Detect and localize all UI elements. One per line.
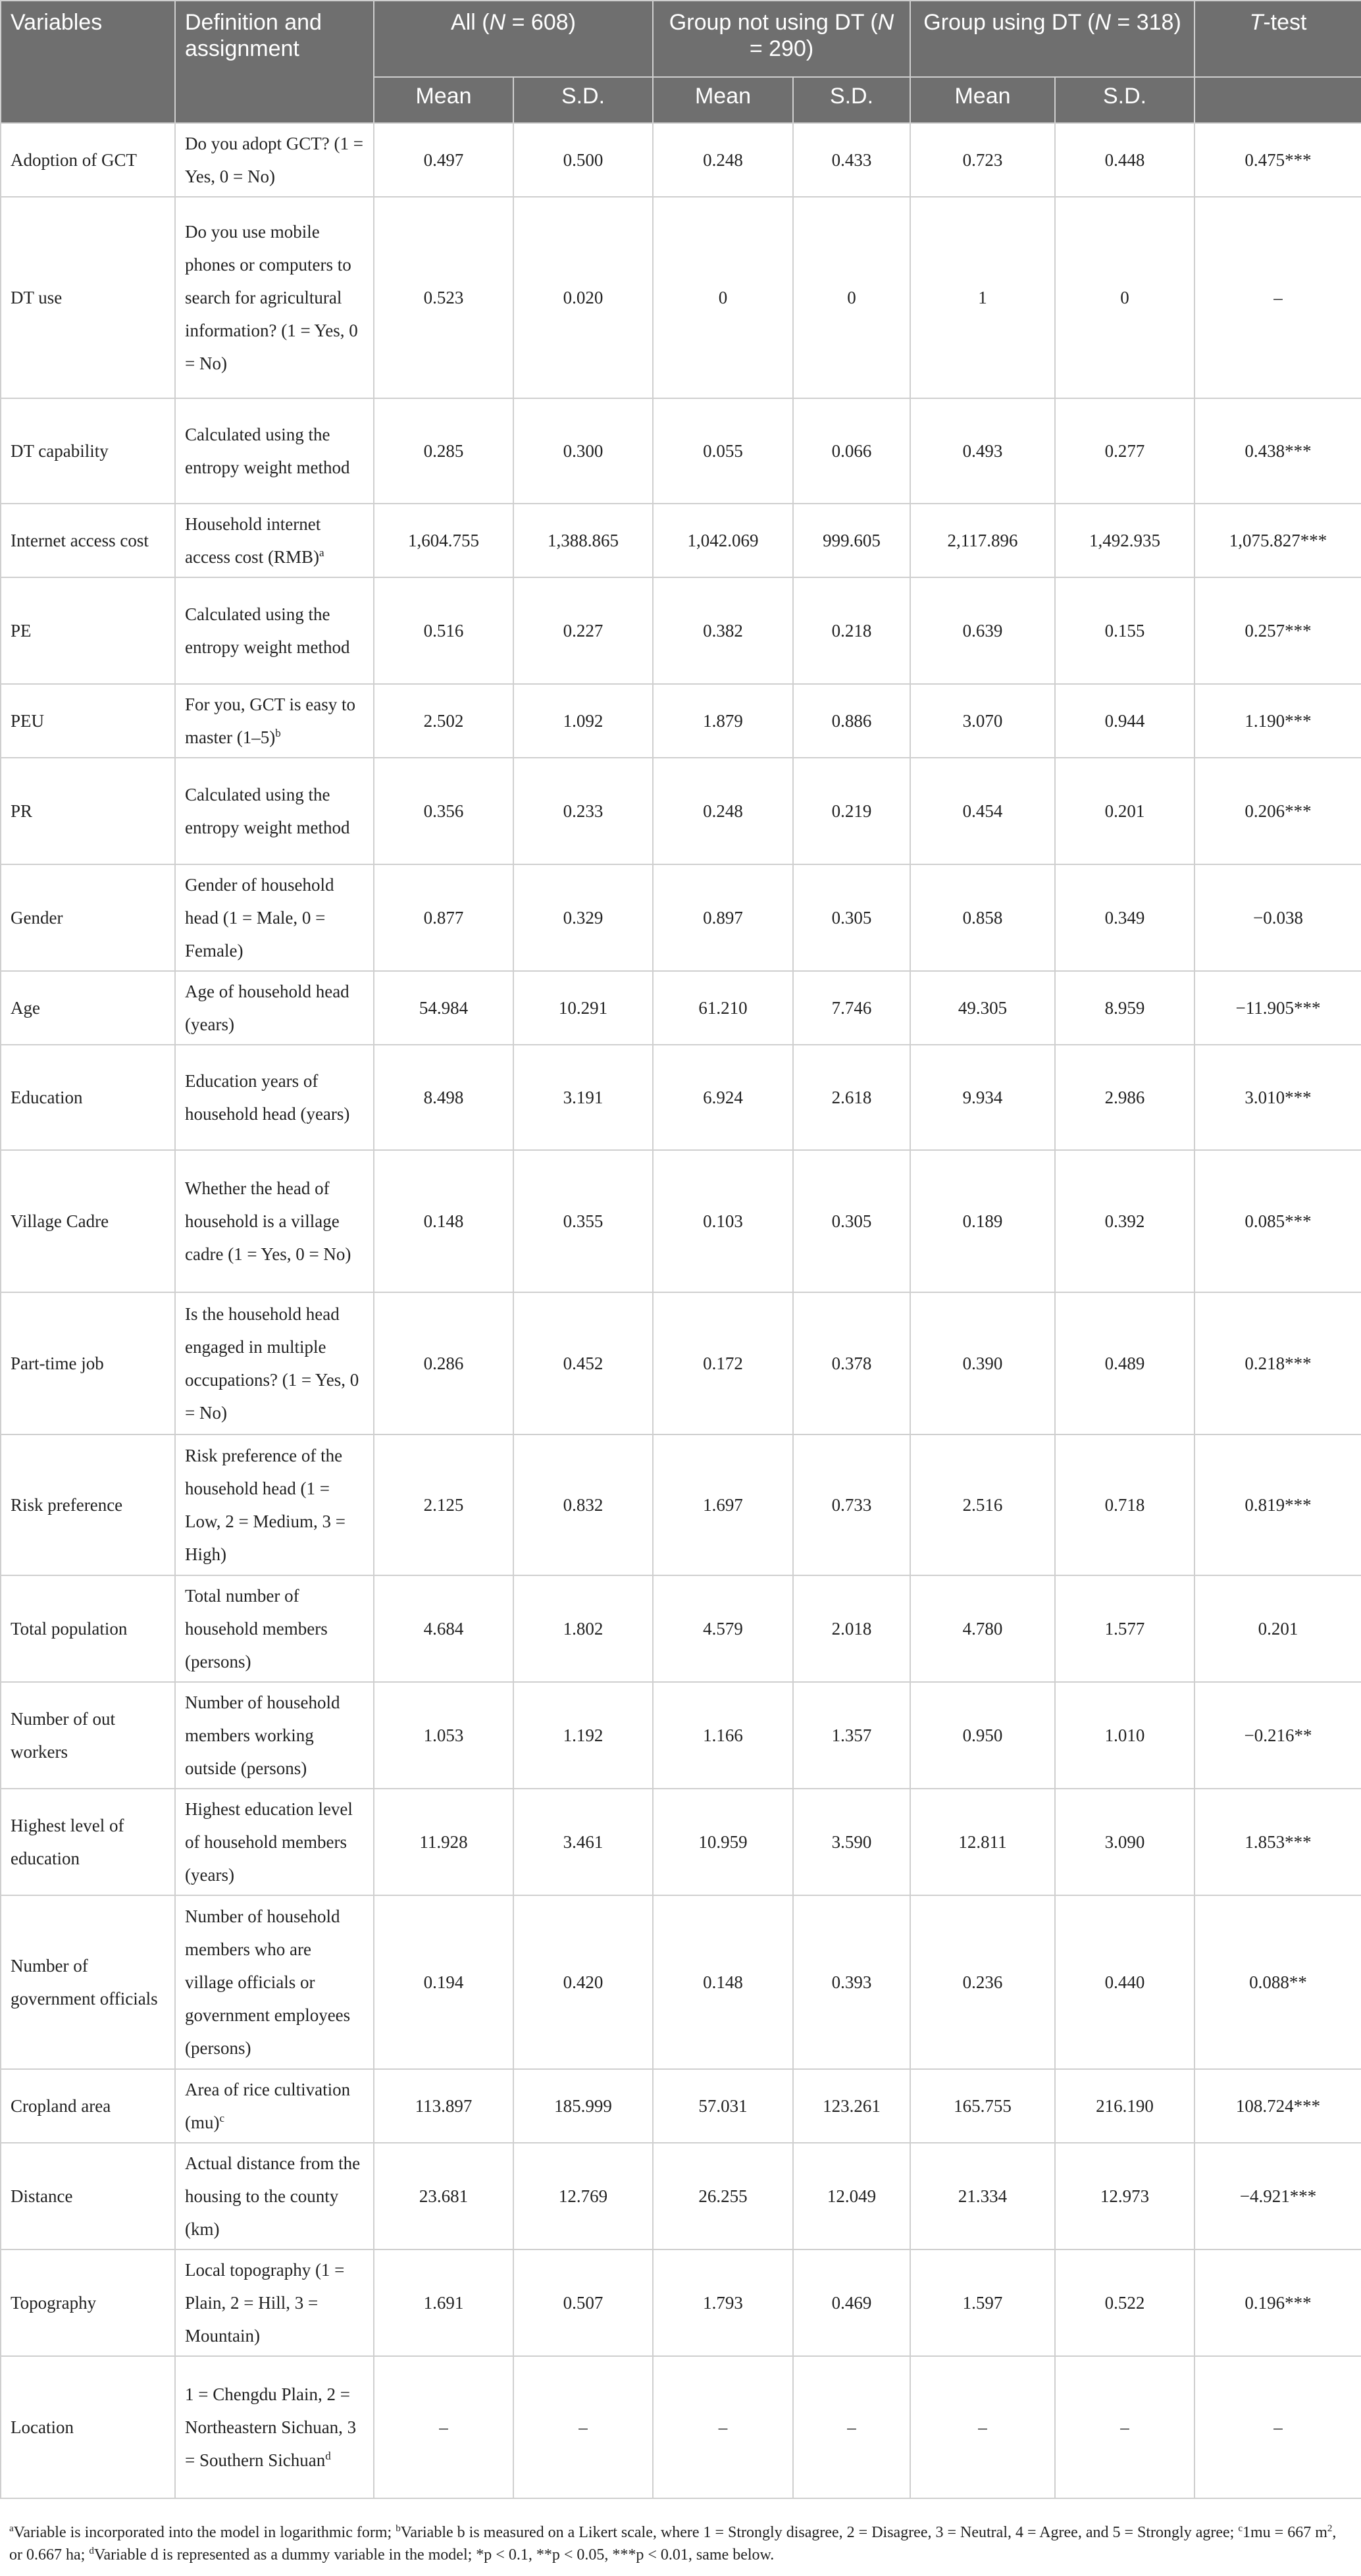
t-test-cell: 1.853*** <box>1194 1789 1361 1895</box>
using-dt-sd-cell: 0.277 <box>1055 398 1194 504</box>
definition-cell: Household internet access cost (RMB)$^a$ <box>175 504 374 577</box>
table-row <box>1 1292 1361 1434</box>
variable-name-cell: DT use <box>1 197 175 398</box>
using-dt-sd-cell: 2.986 <box>1055 1045 1194 1150</box>
using-dt-sd-cell: 0.440 <box>1055 1895 1194 2069</box>
not-using-dt-sd-cell: 0.066 <box>793 398 910 504</box>
table-row <box>1 1575 1361 1682</box>
header-t-test-sub <box>1194 77 1361 123</box>
t-test-cell: −0.216** <box>1194 1682 1361 1789</box>
using-dt-sd-cell: 0.392 <box>1055 1150 1194 1292</box>
table-row <box>1 1682 1361 1789</box>
definition-cell: Highest education level of household members (years) <box>175 1789 374 1895</box>
t-test-cell: −4.921*** <box>1194 2143 1361 2249</box>
all-mean-cell: 0.516 <box>374 577 513 684</box>
not-using-dt-sd-cell: 2.618 <box>793 1045 910 1150</box>
not-using-dt-sd-cell: 0.886 <box>793 684 910 758</box>
using-dt-sd-cell: 0.201 <box>1055 758 1194 864</box>
not-using-dt-mean-cell: 1,042.069 <box>653 504 793 577</box>
not-using-dt-mean-cell: 10.959 <box>653 1789 793 1895</box>
all-mean-cell: 2.502 <box>374 684 513 758</box>
t-test-cell: 1.190*** <box>1194 684 1361 758</box>
variable-name-cell: Education <box>1 1045 175 1150</box>
definition-cell: Calculated using the entropy weight method <box>175 758 374 864</box>
t-test-cell: 108.724*** <box>1194 2069 1361 2143</box>
all-mean-cell: 0.194 <box>374 1895 513 2069</box>
all-sd-cell: 1.192 <box>513 1682 653 1789</box>
all-mean-cell: 23.681 <box>374 2143 513 2249</box>
definition-cell: Whether the head of household is a village cadre (1 = Yes, 0 = No) <box>175 1150 374 1292</box>
not-using-dt-mean-cell: 0.055 <box>653 398 793 504</box>
not-using-dt-sd-cell: 2.018 <box>793 1575 910 1682</box>
not-using-dt-mean-cell: 57.031 <box>653 2069 793 2143</box>
header-sd: S.D. <box>793 77 910 123</box>
using-dt-mean-cell: 49.305 <box>910 971 1055 1045</box>
variable-name-cell: Number of out workers <box>1 1682 175 1789</box>
all-mean-cell: 0.497 <box>374 123 513 197</box>
using-dt-sd-cell: 1.577 <box>1055 1575 1194 1682</box>
using-dt-mean-cell: 2.516 <box>910 1434 1055 1575</box>
using-dt-sd-cell: 3.090 <box>1055 1789 1194 1895</box>
not-using-dt-sd-cell: 7.746 <box>793 971 910 1045</box>
all-mean-cell: 0.148 <box>374 1150 513 1292</box>
t-test-cell: 0.201 <box>1194 1575 1361 1682</box>
not-using-dt-mean-cell: 0 <box>653 197 793 398</box>
not-using-dt-sd-cell: 0.393 <box>793 1895 910 2069</box>
using-dt-mean-cell: 1 <box>910 197 1055 398</box>
t-test-cell: −0.038 <box>1194 864 1361 971</box>
table-row <box>1 123 1361 197</box>
using-dt-sd-cell: 1.010 <box>1055 1682 1194 1789</box>
definition-cell: Is the household head engaged in multiple occupations? (1 = Yes, 0 = No) <box>175 1292 374 1434</box>
not-using-dt-mean-cell: 26.255 <box>653 2143 793 2249</box>
not-using-dt-mean-cell: 0.897 <box>653 864 793 971</box>
header-group-all: All (N = 608) <box>374 1 653 77</box>
not-using-dt-sd-cell: 0.433 <box>793 123 910 197</box>
using-dt-sd-cell: 0.944 <box>1055 684 1194 758</box>
table-row <box>1 758 1361 864</box>
not-using-dt-mean-cell: 0.248 <box>653 123 793 197</box>
all-mean-cell: 8.498 <box>374 1045 513 1150</box>
table-row <box>1 2249 1361 2356</box>
using-dt-mean-cell: 0.723 <box>910 123 1055 197</box>
variable-name-cell: Part-time job <box>1 1292 175 1434</box>
all-mean-cell: 54.984 <box>374 971 513 1045</box>
all-sd-cell: 185.999 <box>513 2069 653 2143</box>
table-row <box>1 197 1361 398</box>
table-row <box>1 684 1361 758</box>
variable-name-cell: Highest level of education <box>1 1789 175 1895</box>
table-row <box>1 1895 1361 2069</box>
all-mean-cell: 2.125 <box>374 1434 513 1575</box>
definition-cell: Education years of household head (years) <box>175 1045 374 1150</box>
all-sd-cell: 10.291 <box>513 971 653 1045</box>
using-dt-mean-cell: 3.070 <box>910 684 1055 758</box>
using-dt-sd-cell: 0.448 <box>1055 123 1194 197</box>
variable-name-cell: Village Cadre <box>1 1150 175 1292</box>
header-t-test: T-test <box>1194 1 1361 77</box>
table-row <box>1 398 1361 504</box>
not-using-dt-sd-cell: – <box>793 2356 910 2498</box>
all-sd-cell: 1.092 <box>513 684 653 758</box>
all-sd-cell: 0.420 <box>513 1895 653 2069</box>
not-using-dt-mean-cell: 4.579 <box>653 1575 793 1682</box>
all-sd-cell: 0.300 <box>513 398 653 504</box>
table-body <box>1 123 1361 2498</box>
using-dt-sd-cell: 0.522 <box>1055 2249 1194 2356</box>
all-sd-cell: 0.355 <box>513 1150 653 1292</box>
all-mean-cell: 1.691 <box>374 2249 513 2356</box>
all-mean-cell: – <box>374 2356 513 2498</box>
all-sd-cell: 1,388.865 <box>513 504 653 577</box>
header-variables: Variables <box>1 1 175 123</box>
variable-name-cell: Risk preference <box>1 1434 175 1575</box>
t-test-cell: 0.475*** <box>1194 123 1361 197</box>
definition-cell: For you, GCT is easy to master $(1-5)^b$ <box>175 684 374 758</box>
t-test-cell: – <box>1194 2356 1361 2498</box>
all-sd-cell: 0.500 <box>513 123 653 197</box>
not-using-dt-mean-cell: 61.210 <box>653 971 793 1045</box>
t-test-cell: – <box>1194 197 1361 398</box>
table-footnote: $^a$Variable is incorporated into the model in logarithmic form; $^b$Variable b is measured on a Likert scale, where 1 = Strongly disagree, 2 = Disagree, 3 = Neutral, 4 = Agree, and 5 = Strongly agree; $^c$1mu = 667 $m^2$, or 0.667 ha; $^d$Variable d is represented as a dummy variable in the model; *p < 0.1, **p < 0.05, ***p < 0.01, same below. <box>9 2523 1337 2563</box>
using-dt-mean-cell: – <box>910 2356 1055 2498</box>
all-mean-cell: 0.286 <box>374 1292 513 1434</box>
variable-name-cell: DT capability <box>1 398 175 504</box>
definition-cell: Age of household head (years) <box>175 971 374 1045</box>
using-dt-sd-cell: 0.155 <box>1055 577 1194 684</box>
variable-name-cell: Internet access cost <box>1 504 175 577</box>
using-dt-sd-cell: 0.718 <box>1055 1434 1194 1575</box>
all-mean-cell: 1.053 <box>374 1682 513 1789</box>
all-mean-cell: 0.877 <box>374 864 513 971</box>
not-using-dt-sd-cell: 0.305 <box>793 864 910 971</box>
not-using-dt-mean-cell: – <box>653 2356 793 2498</box>
all-sd-cell: 1.802 <box>513 1575 653 1682</box>
header-group-not-using-dt: Group not using DT (N = 290) <box>653 1 910 77</box>
using-dt-mean-cell: 0.639 <box>910 577 1055 684</box>
definition-cell: Calculated using the entropy weight method <box>175 577 374 684</box>
using-dt-sd-cell: 12.973 <box>1055 2143 1194 2249</box>
all-sd-cell: 3.191 <box>513 1045 653 1150</box>
using-dt-mean-cell: 0.454 <box>910 758 1055 864</box>
using-dt-sd-cell: 0 <box>1055 197 1194 398</box>
all-mean-cell: 4.684 <box>374 1575 513 1682</box>
variable-name-cell: Location <box>1 2356 175 2498</box>
table-row <box>1 1434 1361 1575</box>
t-test-cell: 0.206*** <box>1194 758 1361 864</box>
t-test-cell: 0.257*** <box>1194 577 1361 684</box>
definition-cell: Do you use mobile phones or computers to search for agricultural information? (1 = Yes, 0 = No) <box>175 197 374 398</box>
using-dt-sd-cell: 0.349 <box>1055 864 1194 971</box>
not-using-dt-mean-cell: 0.248 <box>653 758 793 864</box>
all-sd-cell: 0.227 <box>513 577 653 684</box>
not-using-dt-mean-cell: 0.103 <box>653 1150 793 1292</box>
all-sd-cell: 0.507 <box>513 2249 653 2356</box>
t-test-cell: 0.218*** <box>1194 1292 1361 1434</box>
all-mean-cell: 1,604.755 <box>374 504 513 577</box>
header-mean: Mean <box>910 77 1055 123</box>
header-mean: Mean <box>374 77 513 123</box>
variable-name-cell: Topography <box>1 2249 175 2356</box>
using-dt-sd-cell: 1,492.935 <box>1055 504 1194 577</box>
variable-name-cell: Cropland area <box>1 2069 175 2143</box>
using-dt-mean-cell: 0.493 <box>910 398 1055 504</box>
not-using-dt-sd-cell: 3.590 <box>793 1789 910 1895</box>
table-row <box>1 971 1361 1045</box>
not-using-dt-sd-cell: 0.305 <box>793 1150 910 1292</box>
definition-cell: Gender of household head (1 = Male, 0 = Female) <box>175 864 374 971</box>
table-row <box>1 1045 1361 1150</box>
variable-name-cell: PE <box>1 577 175 684</box>
definition-cell: Number of household members who are village officials or government employees (persons) <box>175 1895 374 2069</box>
variable-name-cell: PEU <box>1 684 175 758</box>
not-using-dt-mean-cell: 1.793 <box>653 2249 793 2356</box>
using-dt-mean-cell: 12.811 <box>910 1789 1055 1895</box>
not-using-dt-sd-cell: 999.605 <box>793 504 910 577</box>
not-using-dt-sd-cell: 0.378 <box>793 1292 910 1434</box>
not-using-dt-sd-cell: 1.357 <box>793 1682 910 1789</box>
table-row <box>1 1150 1361 1292</box>
using-dt-sd-cell: 216.190 <box>1055 2069 1194 2143</box>
header-group-using-dt: Group using DT (N = 318) <box>910 1 1194 77</box>
using-dt-mean-cell: 0.189 <box>910 1150 1055 1292</box>
variable-name-cell: Total population <box>1 1575 175 1682</box>
definition-cell: Do you adopt GCT? (1 = Yes, 0 = No) <box>175 123 374 197</box>
using-dt-mean-cell: 165.755 <box>910 2069 1055 2143</box>
all-sd-cell: 0.452 <box>513 1292 653 1434</box>
t-test-cell: 0.438*** <box>1194 398 1361 504</box>
definition-cell: Local topography (1 = Plain, 2 = Hill, 3 = Mountain) <box>175 2249 374 2356</box>
header-definition: Definition and assignment <box>175 1 374 123</box>
not-using-dt-sd-cell: 0.218 <box>793 577 910 684</box>
not-using-dt-sd-cell: 0.733 <box>793 1434 910 1575</box>
not-using-dt-mean-cell: 0.148 <box>653 1895 793 2069</box>
not-using-dt-sd-cell: 123.261 <box>793 2069 910 2143</box>
not-using-dt-mean-cell: 6.924 <box>653 1045 793 1150</box>
all-sd-cell: – <box>513 2356 653 2498</box>
table-row <box>1 504 1361 577</box>
all-sd-cell: 0.020 <box>513 197 653 398</box>
all-mean-cell: 0.523 <box>374 197 513 398</box>
not-using-dt-mean-cell: 1.697 <box>653 1434 793 1575</box>
not-using-dt-mean-cell: 0.172 <box>653 1292 793 1434</box>
header-mean: Mean <box>653 77 793 123</box>
definition-cell: Calculated using the entropy weight method <box>175 398 374 504</box>
header-sd: S.D. <box>513 77 653 123</box>
all-mean-cell: 113.897 <box>374 2069 513 2143</box>
using-dt-mean-cell: 1.597 <box>910 2249 1055 2356</box>
header-sd: S.D. <box>1055 77 1194 123</box>
t-test-cell: −11.905*** <box>1194 971 1361 1045</box>
not-using-dt-mean-cell: 1.879 <box>653 684 793 758</box>
t-test-cell: 0.196*** <box>1194 2249 1361 2356</box>
using-dt-sd-cell: 8.959 <box>1055 971 1194 1045</box>
variable-name-cell: Number of government officials <box>1 1895 175 2069</box>
variable-name-cell: Gender <box>1 864 175 971</box>
definition-cell: Risk preference of the household head (1 = Low, 2 = Medium, 3 = High) <box>175 1434 374 1575</box>
using-dt-mean-cell: 2,117.896 <box>910 504 1055 577</box>
using-dt-mean-cell: 21.334 <box>910 2143 1055 2249</box>
t-test-cell: 1,075.827*** <box>1194 504 1361 577</box>
definition-cell: 1 = Chengdu Plain, 2 = Northeastern Sichuan, 3 = Southern Sichuan$^d$ <box>175 2356 374 2498</box>
table-row <box>1 2356 1361 2498</box>
all-sd-cell: 0.832 <box>513 1434 653 1575</box>
using-dt-mean-cell: 4.780 <box>910 1575 1055 1682</box>
not-using-dt-sd-cell: 12.049 <box>793 2143 910 2249</box>
not-using-dt-mean-cell: 0.382 <box>653 577 793 684</box>
not-using-dt-sd-cell: 0.469 <box>793 2249 910 2356</box>
using-dt-sd-cell: 0.489 <box>1055 1292 1194 1434</box>
not-using-dt-mean-cell: 1.166 <box>653 1682 793 1789</box>
using-dt-mean-cell: 0.236 <box>910 1895 1055 2069</box>
variable-name-cell: Adoption of GCT <box>1 123 175 197</box>
table-row <box>1 2069 1361 2143</box>
all-sd-cell: 12.769 <box>513 2143 653 2249</box>
variable-name-cell: Distance <box>1 2143 175 2249</box>
not-using-dt-sd-cell: 0 <box>793 197 910 398</box>
table-row <box>1 1789 1361 1895</box>
not-using-dt-sd-cell: 0.219 <box>793 758 910 864</box>
variable-name-cell: PR <box>1 758 175 864</box>
definition-cell: Area of rice cultivation (mu)$^c$ <box>175 2069 374 2143</box>
definition-cell: Number of household members working outside (persons) <box>175 1682 374 1789</box>
t-test-cell: 0.085*** <box>1194 1150 1361 1292</box>
all-mean-cell: 0.356 <box>374 758 513 864</box>
all-sd-cell: 0.233 <box>513 758 653 864</box>
table-row <box>1 864 1361 971</box>
t-test-cell: 0.819*** <box>1194 1434 1361 1575</box>
all-mean-cell: 0.285 <box>374 398 513 504</box>
using-dt-sd-cell: – <box>1055 2356 1194 2498</box>
definition-cell: Total number of household members (persons) <box>175 1575 374 1682</box>
variable-name-cell: Age <box>1 971 175 1045</box>
using-dt-mean-cell: 9.934 <box>910 1045 1055 1150</box>
using-dt-mean-cell: 0.858 <box>910 864 1055 971</box>
table-row <box>1 577 1361 684</box>
t-test-cell: 0.088** <box>1194 1895 1361 2069</box>
definition-cell: Actual distance from the housing to the county (km) <box>175 2143 374 2249</box>
using-dt-mean-cell: 0.390 <box>910 1292 1055 1434</box>
all-sd-cell: 3.461 <box>513 1789 653 1895</box>
table-row <box>1 2143 1361 2249</box>
t-test-cell: 3.010*** <box>1194 1045 1361 1150</box>
all-mean-cell: 11.928 <box>374 1789 513 1895</box>
all-sd-cell: 0.329 <box>513 864 653 971</box>
using-dt-mean-cell: 0.950 <box>910 1682 1055 1789</box>
